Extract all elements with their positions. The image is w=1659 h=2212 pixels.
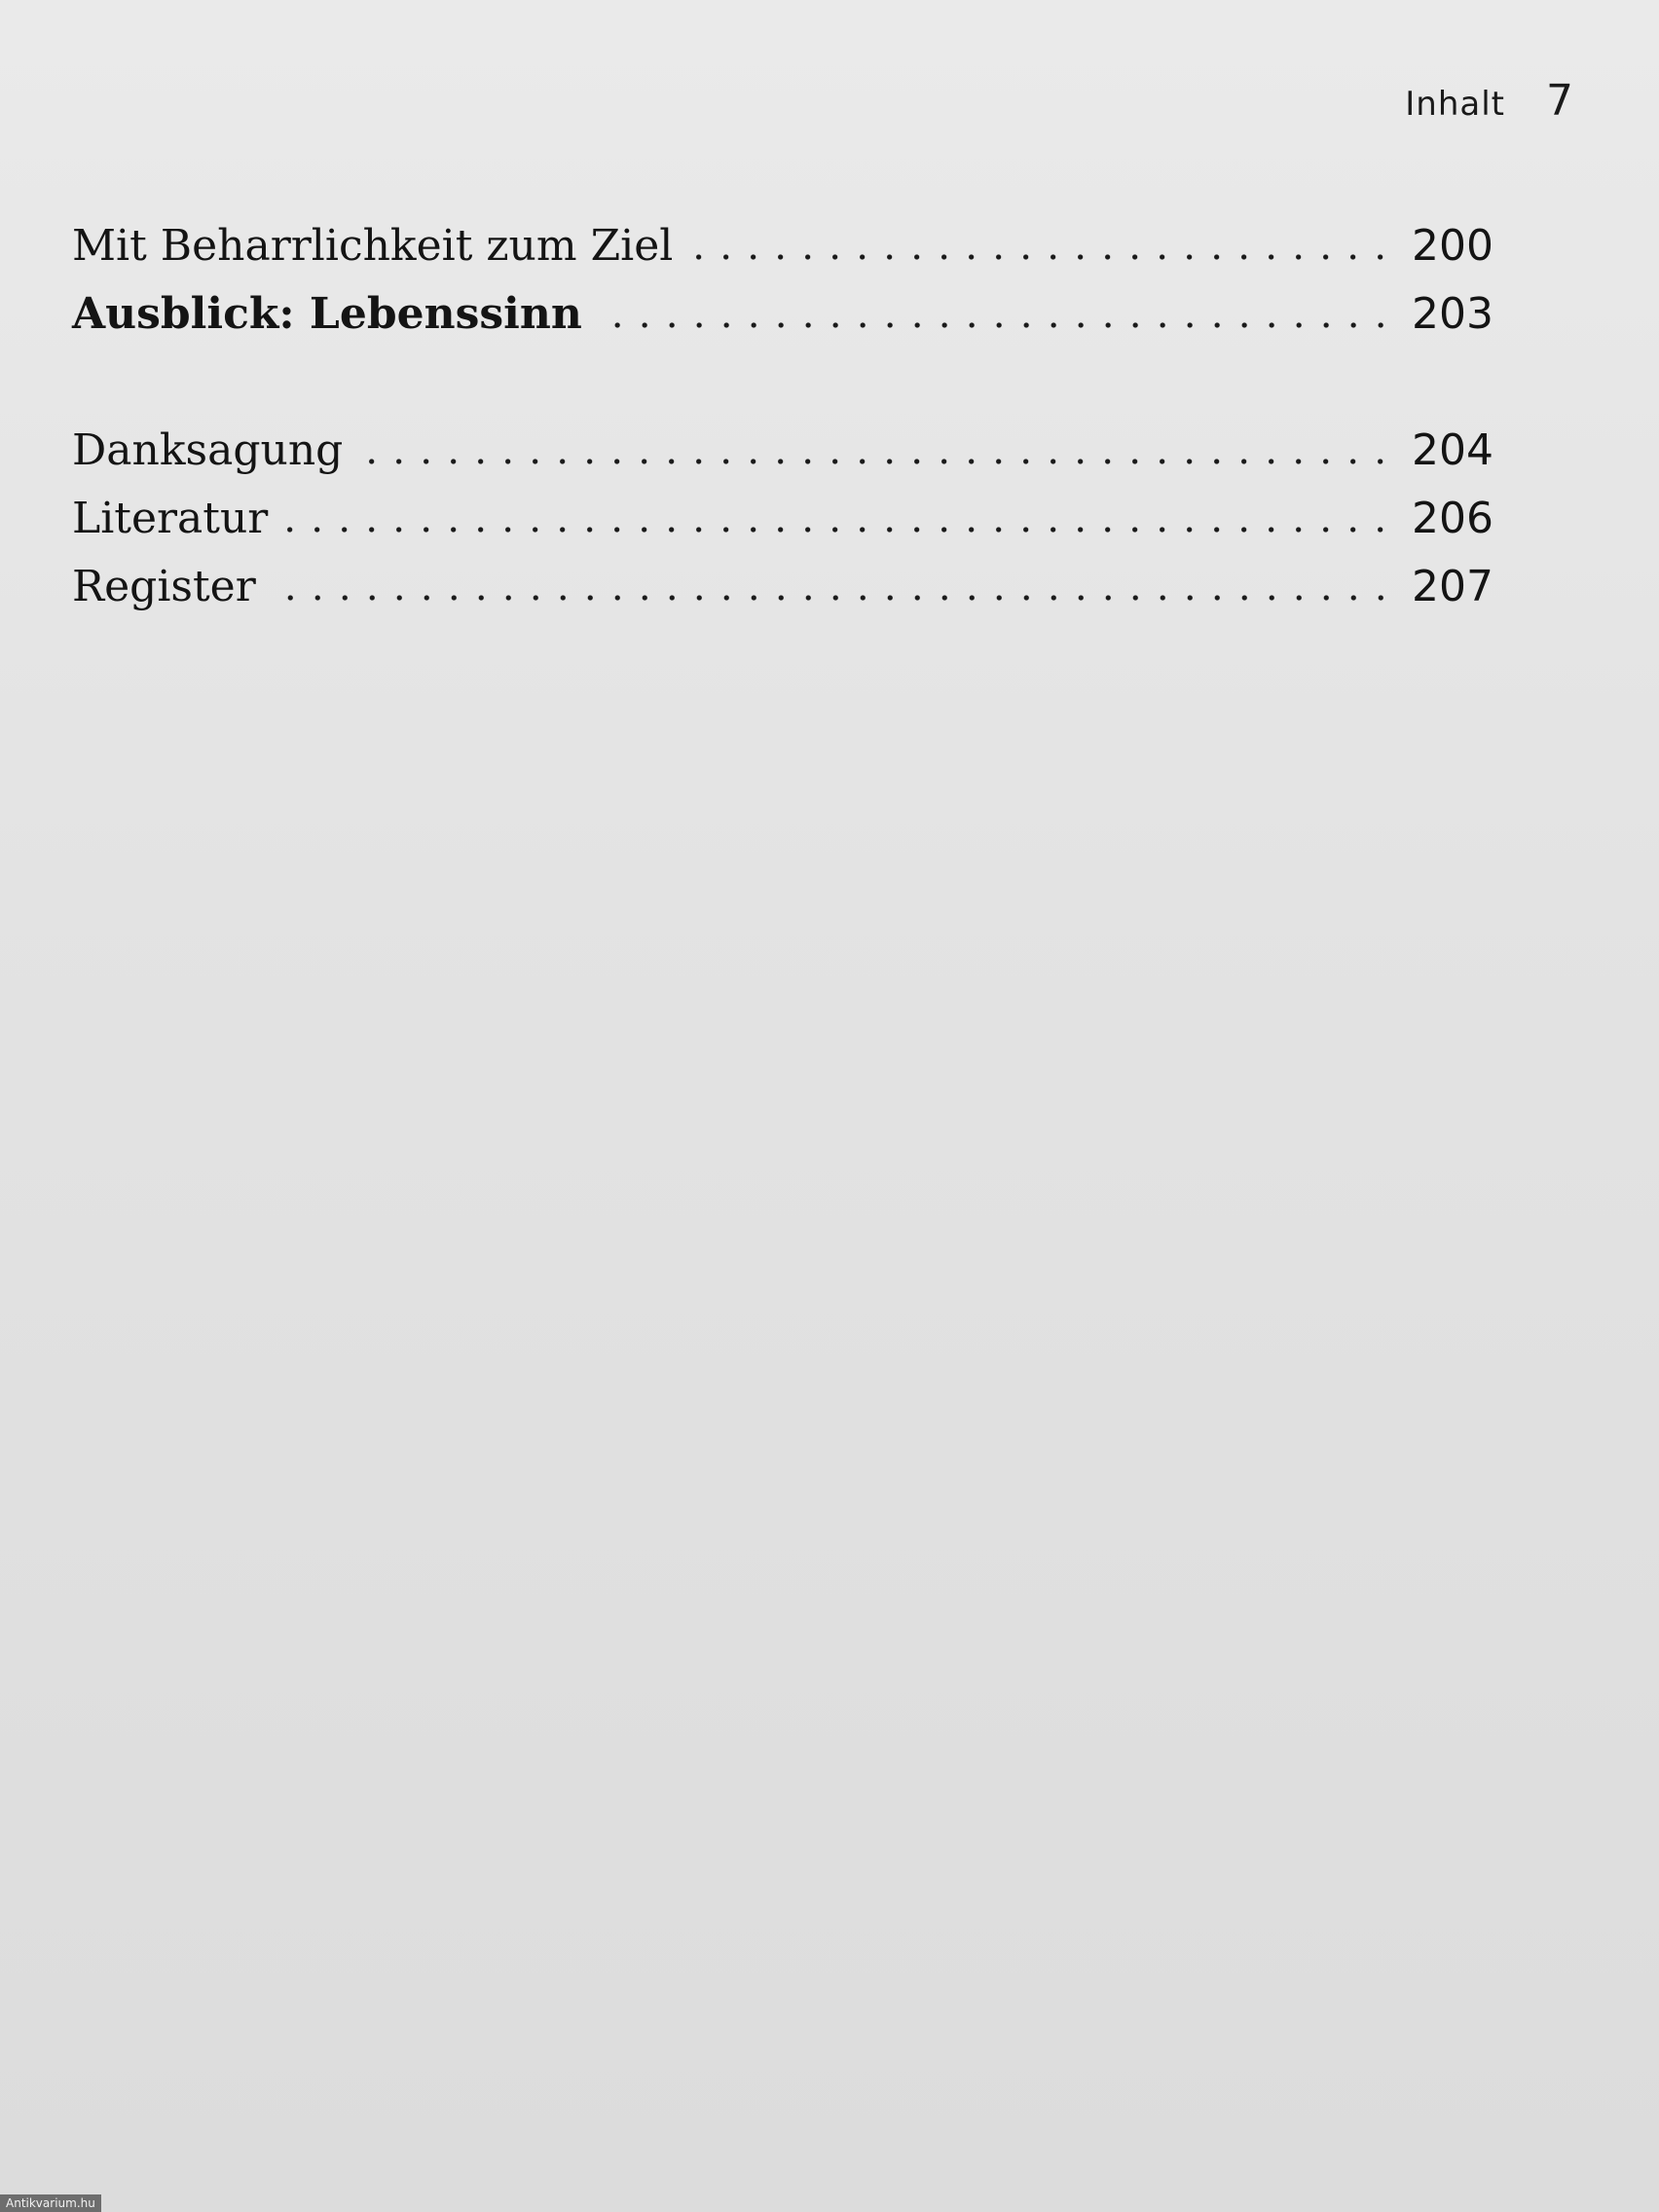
- toc-entry: [72, 485, 1493, 553]
- toc-entry-title: Ausblick: Lebenssinn: [72, 289, 582, 339]
- toc-group-chapters: [72, 212, 1493, 349]
- dot-leader: [596, 322, 1394, 328]
- section-title: Inhalt: [1405, 85, 1505, 124]
- dot-leader: [281, 527, 1394, 533]
- toc-entry-page: 200: [1412, 221, 1493, 271]
- toc-entry-title: Danksagung: [72, 425, 344, 475]
- toc-entry-title: Literatur: [72, 494, 269, 543]
- dot-leader: [356, 459, 1394, 464]
- toc-entry-title: Register: [72, 562, 256, 611]
- toc-entry-page: 204: [1412, 425, 1493, 475]
- page-number: 7: [1546, 76, 1573, 126]
- running-head: [1405, 76, 1573, 126]
- toc-entry-title: Mit Beharrlichkeit zum Ziel: [72, 221, 674, 271]
- toc-entry-page: 207: [1412, 562, 1493, 611]
- toc-group-backmatter: [72, 417, 1493, 621]
- toc-entry: [72, 417, 1493, 485]
- toc-entry: [72, 280, 1493, 349]
- toc-entry: [72, 553, 1493, 621]
- toc-entry: [72, 212, 1493, 280]
- watermark: Antikvarium.hu: [0, 2194, 101, 2212]
- dot-leader: [686, 254, 1394, 260]
- toc-entry-page: 206: [1412, 494, 1493, 543]
- dot-leader: [270, 595, 1394, 601]
- toc-entry-page: 203: [1412, 289, 1493, 339]
